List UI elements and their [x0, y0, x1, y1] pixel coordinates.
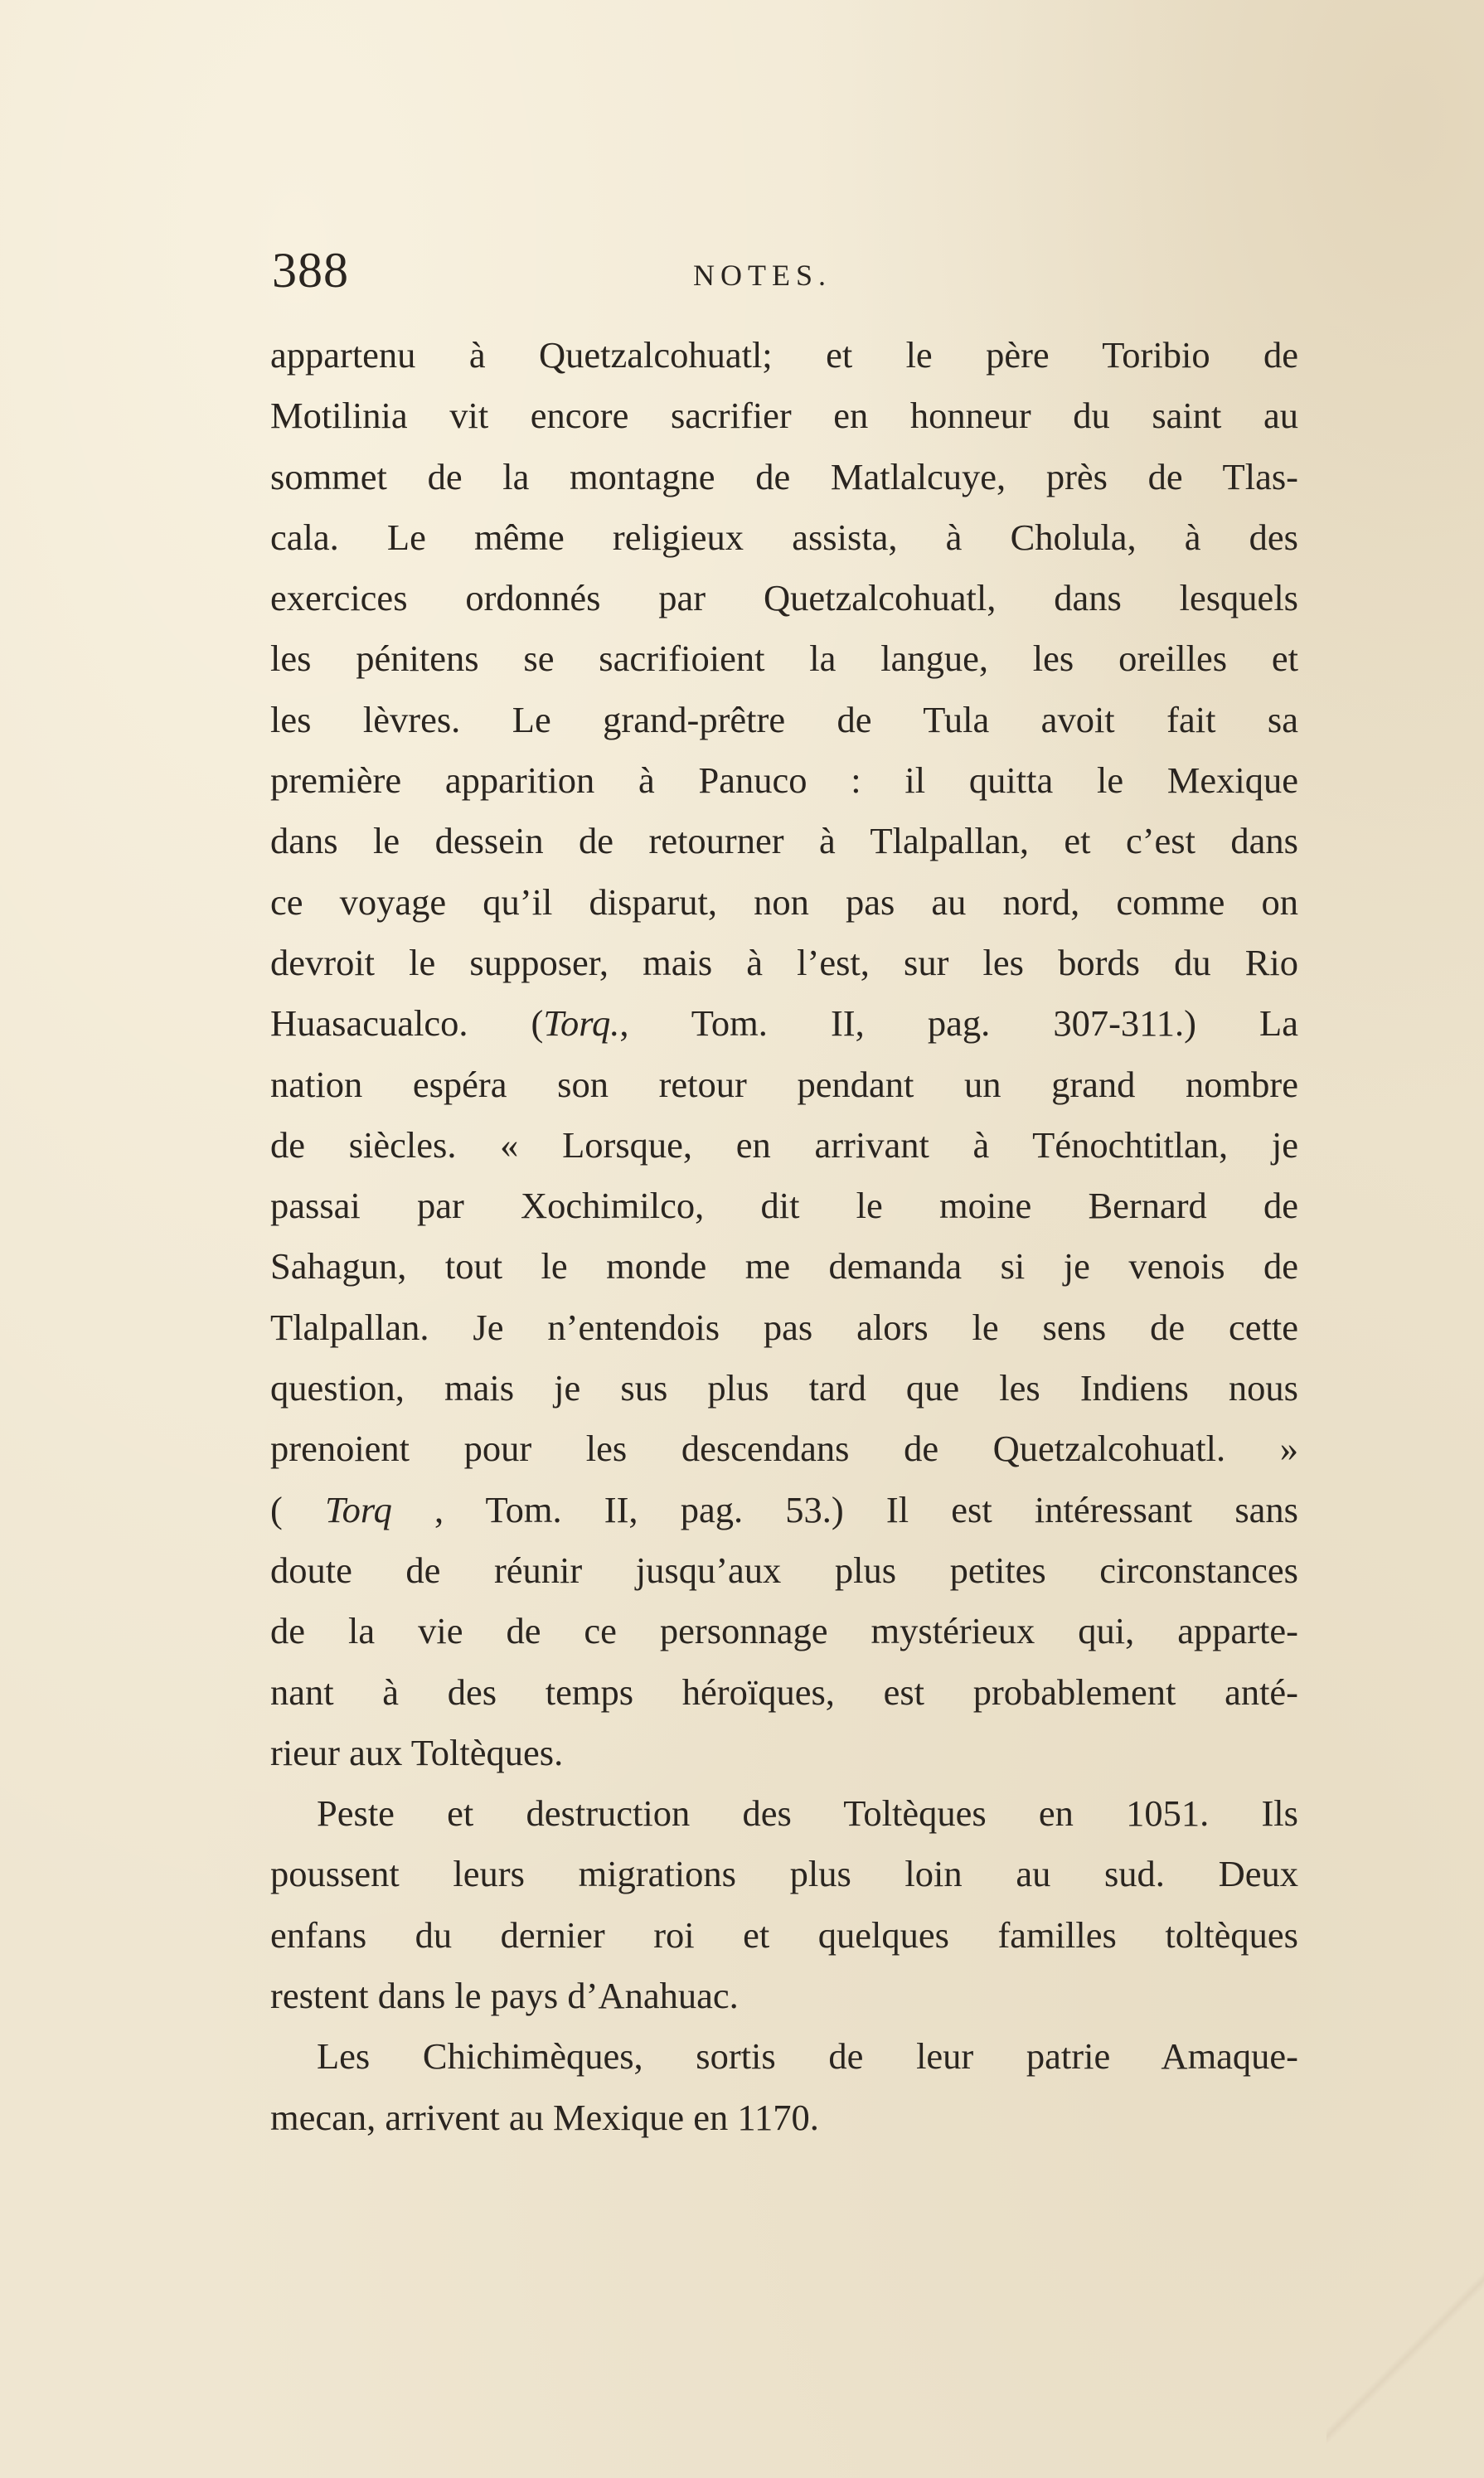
text-line: les lèvres. Le grand-prêtre de Tula avoit fait sa — [270, 698, 1298, 740]
text-line: devroit le supposer, mais à l’est, sur les bords du Rio — [270, 941, 1298, 983]
text-line: rieur aux Toltèques. — [270, 1731, 564, 1773]
text-line: appartenu à Quetzalcohuatl; et le père Toribio de — [270, 334, 1298, 376]
text-line: Motilinia vit encore sacrifier en honneur du saint au — [270, 395, 1298, 437]
text-line: enfans du dernier roi et quelques familles toltèques — [270, 1913, 1298, 1956]
text-line: Huasacualco. (Torq., Tom. II, pag. 307-311.) La — [270, 1002, 1298, 1045]
text-line: poussent leurs migrations plus loin au sud. Deux — [270, 1853, 1298, 1895]
running-title: NOTES. — [693, 259, 832, 292]
page-header — [272, 245, 1300, 312]
text-line: Peste et destruction des Toltèques en 1051. Ils — [317, 1792, 1298, 1835]
text-line: de siècles. « Lorsque, en arrivant à Ténochtitlan, je — [270, 1123, 1298, 1166]
text-line: Tlalpallan. Je n’entendois pas alors le sens de cette — [270, 1306, 1298, 1348]
text-line: Sahagun, tout le monde me demanda si je venois de — [270, 1245, 1298, 1287]
text-line: exercices ordonnés par Quetzalcohuatl, dans lesquels — [270, 577, 1298, 619]
text-line: prenoient pour les descendans de Quetzalcohuatl. » — [270, 1428, 1298, 1470]
text-line: cala. Le même religieux assista, à Cholula, à des — [270, 516, 1298, 558]
citation-abbrev: Torq. — [543, 1002, 620, 1045]
page-number: 388 — [272, 243, 349, 298]
body-text — [270, 325, 1298, 2148]
text-line: de la vie de ce personnage mystérieux qui, apparte- — [270, 1610, 1298, 1652]
paragraph-2 — [270, 1783, 1298, 2026]
text-line: doute de réunir jusqu’aux plus petites circonstances — [270, 1549, 1298, 1591]
paragraph-3 — [270, 2026, 1298, 2148]
text-line: passai par Xochimilco, dit le moine Bernard de — [270, 1185, 1298, 1227]
text-line: mecan, arrivent au Mexique en 1170. — [270, 2096, 819, 2138]
page-corner-shading — [1326, 2238, 1484, 2478]
text-line: première apparition à Panuco : il quitta le Mexique — [270, 759, 1298, 802]
text-line: sommet de la montagne de Matlalcuye, près de Tlas- — [270, 455, 1298, 497]
text-line: Les Chichimèques, sortis de leur patrie Amaque- — [317, 2035, 1298, 2078]
text-line: ce voyage qu’il disparut, non pas au nord, comme on — [270, 880, 1298, 923]
citation-abbrev: Torq — [325, 1488, 392, 1530]
paragraph-1 — [270, 325, 1298, 1783]
text-line: les pénitens se sacrifioient la langue, les oreilles et — [270, 638, 1298, 680]
text-line: nant à des temps héroïques, est probablement anté- — [270, 1671, 1298, 1713]
text-line: ( Torq , Tom. II, pag. 53.) Il est intéressant sans — [270, 1488, 1298, 1530]
text-line: restent dans le pays d’Anahuac. — [270, 1975, 739, 2017]
text-line: dans le dessein de retourner à Tlalpallan, et c’est dans — [270, 820, 1298, 862]
text-line: question, mais je sus plus tard que les Indiens nous — [270, 1367, 1298, 1409]
text-line: nation espéra son retour pendant un grand nombre — [270, 1063, 1298, 1105]
